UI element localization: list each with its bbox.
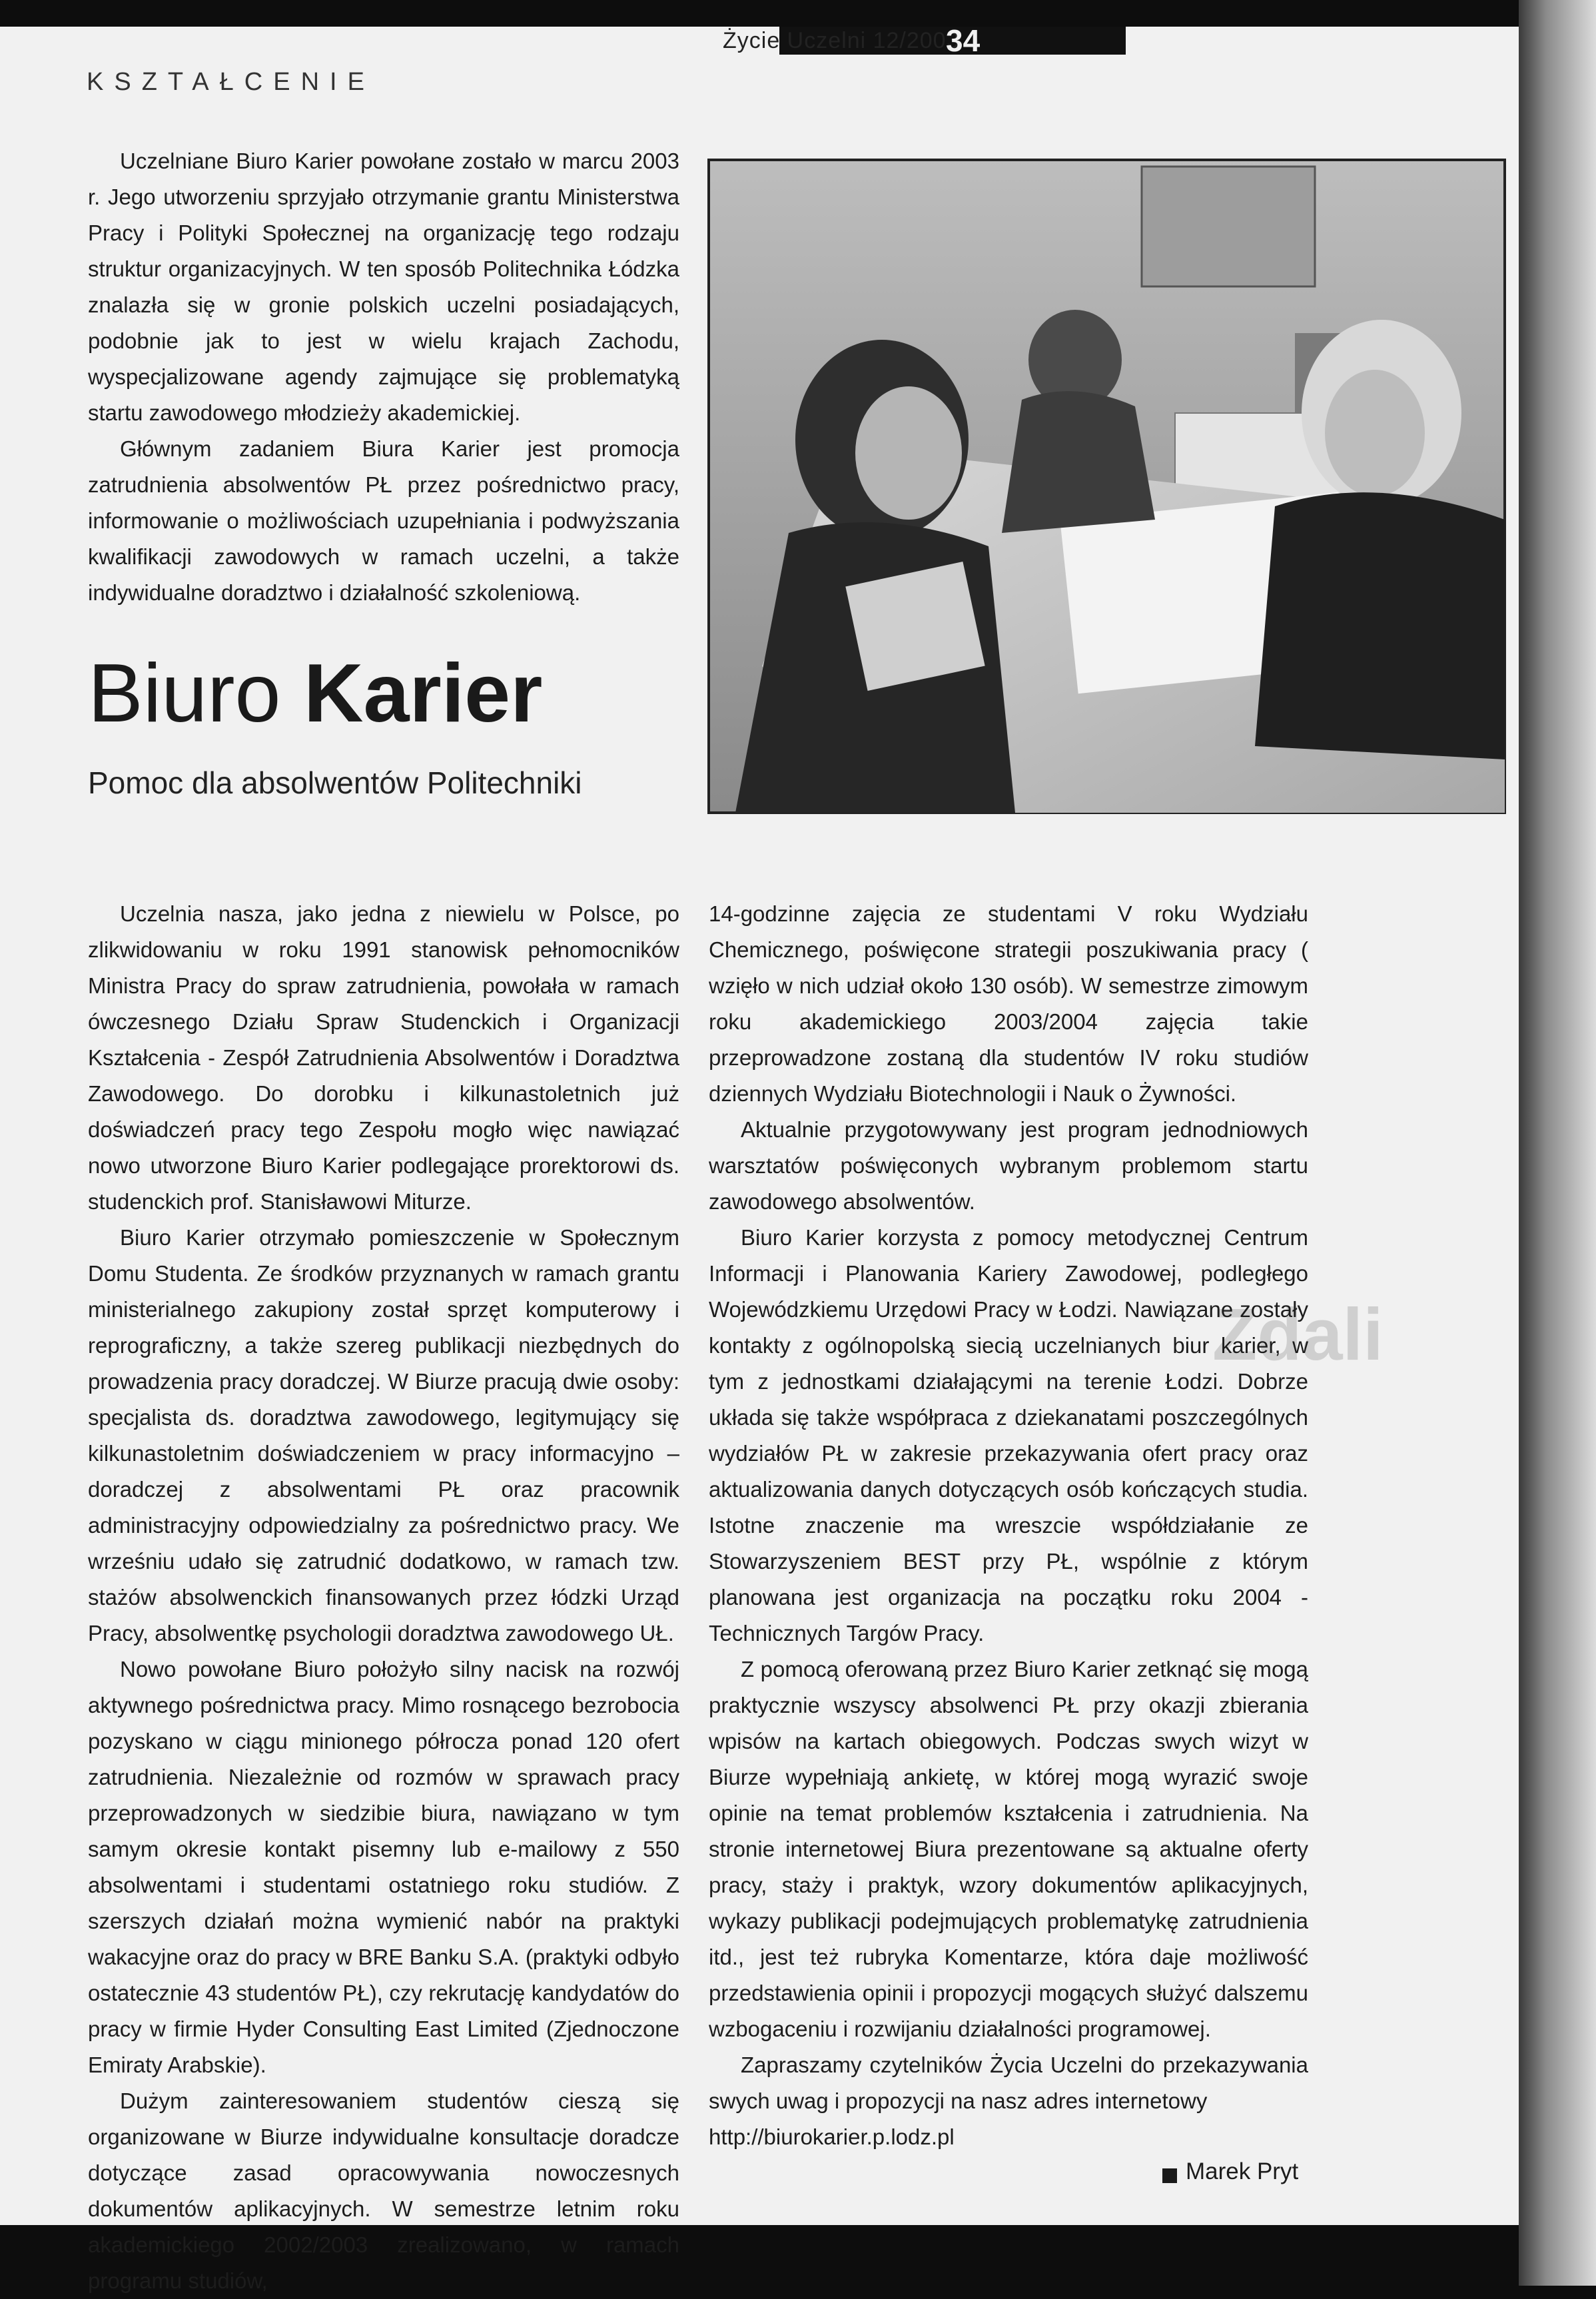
intro-paragraph: Głównym zadaniem Biura Karier jest promocja zatrudnienia absolwentów PŁ przez pośrednictwo pracy, informowanie o możliwościach uzupełniania i podwyższania kwalifikacji zawodowych w ramach uczelni, a także indywidualne doradztwo i działalność szkoleniową. xyxy=(88,436,679,605)
intro-text xyxy=(88,143,679,611)
body-paragraph: 14-godzinne zajęcia ze studentami V roku Wydziału Chemicznego, poświęcone strategii poszukiwania pracy ( wzięło w nich udział około 130 osób). W semestrze zimowym roku akademickiego 2003/2004 zajęcia takie przeprowadzone zostaną dla studentów IV roku studiów dziennych Wydziału Biotechnologii i Nauk o Żywności. xyxy=(709,901,1308,1106)
wall-poster xyxy=(1142,167,1315,286)
signature-bullet xyxy=(1162,2168,1177,2183)
section-label: KSZTAŁCENIE xyxy=(87,68,375,96)
body-paragraph: Uczelnia nasza, jako jedna z niewielu w Polsce, po zlikwidowaniu w roku 1991 stanowisk pełnomocników Ministra Pracy do spraw zatrudnienia, powołała w ramach ówczesnego Działu Spraw Studenckich i Organizacji Kształcenia - Zespół Zatrudnienia Absolwentów i Doradztwa Zawodowego. Do dorobku i kilkunastoletnich już doświadczeń pracy tego Zespołu mogło więc nawiązać nowo utworzone Biuro Karier podlegające prorektorowi ds. studenckich prof. Stanisławowi Miturze. xyxy=(88,901,679,1214)
body-paragraph: Zapraszamy czytelników Życia Uczelni do przekazywania swych uwag i propozycji na nasz adres internetowy xyxy=(709,2053,1308,2113)
woman-right-face xyxy=(1325,370,1425,496)
body-paragraph: Biuro Karier otrzymało pomieszczenie w Społecznym Domu Studenta. Ze środków przyznanych w ramach grantu ministerialnego zakupiony został sprzęt komputerowy i reprograficzny, a także szereg publikacji niezbędnych do prowadzenia pracy doradczej. W Biurze pracują dwie osoby: specjalista ds. doradztwa zawodowego, legitymujący się kilkunastoletnim doświadczeniem w pracy informacyjno – doradczej z absolwentami PŁ oraz pracownik administracyjny odpowiedzialny za pośrednictwo pracy. We wrześniu udało się zatrudnić dodatkowo, w ramach tzw. stażów absolwenckich finansowanych przez łódzki Urząd Pracy, absolwentkę psychologii doradztwa zawodowego UŁ. xyxy=(88,1225,679,1645)
website-url: http://biurokarier.p.lodz.pl xyxy=(709,2124,955,2149)
body-paragraph: Aktualnie przygotowywany jest program jednodniowych warsztatów poświęconych wybranym problemom startu zawodowego absolwentów. xyxy=(709,1117,1308,1214)
magazine-page xyxy=(0,23,1545,2293)
article-subtitle: Pomoc dla absolwentów Politechniki xyxy=(88,765,582,800)
body-paragraph: Dużym zainteresowaniem studentów cieszą się organizowane w Biurze indywidualne konsultacje doradcze dotyczące zasad opracowywania nowoczesnych dokumentów aplikacyjnych. W semestrze letnim roku akademickiego 2002/2003 zrealizowano, w ramach programu studiów, xyxy=(88,2088,679,2293)
body-paragraph: Z pomocą oferowaną przez Biuro Karier zetknąć się mogą praktycznie wszyscy absolwenci PŁ przy okazji zbierania wpisów na kartach obiegowych. Podczas swych wizyt w Biurze wypełniają ankietę, w której mogą wyrazić swoje opinie na temat problemów kształcenia i zatrudnienia. Na stronie internetowej Biura prezentowane są aktualne oferty pracy, staży i praktyk, wzory dokumentów aplikacyjnych, wykazy publikacji podejmujących problematykę zatrudnienia itd., jest też rubryka Komentarze, która daje możliwość przedstawienia opinii i propozycji mogących służyć dalszemu wzbogaceniu i rozwijaniu działalności programowej. xyxy=(709,1657,1308,2041)
headline-bold: Karier xyxy=(303,648,543,739)
article-headline xyxy=(88,646,542,741)
office-photo xyxy=(709,160,1505,813)
woman-right-body xyxy=(1255,492,1505,759)
show-through-decoration-2: Zdali xyxy=(1212,1294,1384,1376)
headline-light: Biuro xyxy=(88,648,281,739)
author-signature: Marek Pryt xyxy=(1186,2158,1299,2184)
body-paragraph: Biuro Karier korzysta z pomocy metodycznej Centrum Informacji i Planowania Kariery Zawodowej, podległego Wojewódzkiemu Urzędowi Pracy w Łodzi. Nawiązane zostały kontakty z ogólnopolską siecią uczelnianych biur karier, w tym z jednostkami działającymi na terenie Łodzi. Dobrze układa się także współpraca z dziekanatami poszczególnych wydziałów PŁ w zakresie przekazywania ofert pracy oraz aktualizowania danych dotyczących osób kończących studia. Istotne znaczenie ma wreszcie współdziałanie ze Stowarzyszeniem BEST przy PŁ, wspólnie z którym planowana jest organizacja na początku roku 2004 - Technicznych Targów Pracy. xyxy=(709,1225,1308,1645)
woman-center-body xyxy=(1002,391,1155,533)
body-paragraph: Nowo powołane Biuro położyło silny nacisk na rozwój aktywnego pośrednictwa pracy. Mimo rosnącego bezrobocia pozyskano w ciągu minionego półrocza ponad 120 ofert zatrudnienia. Niezależnie od rozmów w sprawach pracy przeprowadzonych w siedzibie biura, nawiązano w tym samym okresie kontakt pisemny lub e-mailowy z 550 absolwentami i studentami ostatniego roku studiów. Z szerszych działań można wymienić nabór na praktyki wakacyjne oraz do pracy w BRE Banku S.A. (praktyki odbyło ostatecznie 43 studentów PŁ), czy rekrutację kandydatów do pracy w firmie Hyder Consulting East Limited (Zjednoczone Emiraty Arabskie). xyxy=(88,1657,679,2077)
intro-paragraph: Uczelniane Biuro Karier powołane zostało w marcu 2003 r. Jego utworzeniu sprzyjało otrzymanie grantu Ministerstwa Pracy i Polityki Społecznej na organizację tego rodzaju struktur organizacyjnych. W ten sposób Politechnika Łódzka znalazła się w gronie polskich uczelni posiadających, podobnie jak to jest w wielu krajach Zachodu, wyspecjalizowane agendy zajmujące się problematyką startu zawodowego młodzieży akademickiej. xyxy=(88,149,679,425)
woman-left-face xyxy=(855,386,962,520)
right-column xyxy=(709,896,1308,2155)
left-column xyxy=(88,896,679,2299)
next-page-gutter xyxy=(1519,0,1596,2286)
running-title: Życie Uczelni 12/2003 xyxy=(723,28,960,53)
page-number: 34 xyxy=(946,23,981,58)
